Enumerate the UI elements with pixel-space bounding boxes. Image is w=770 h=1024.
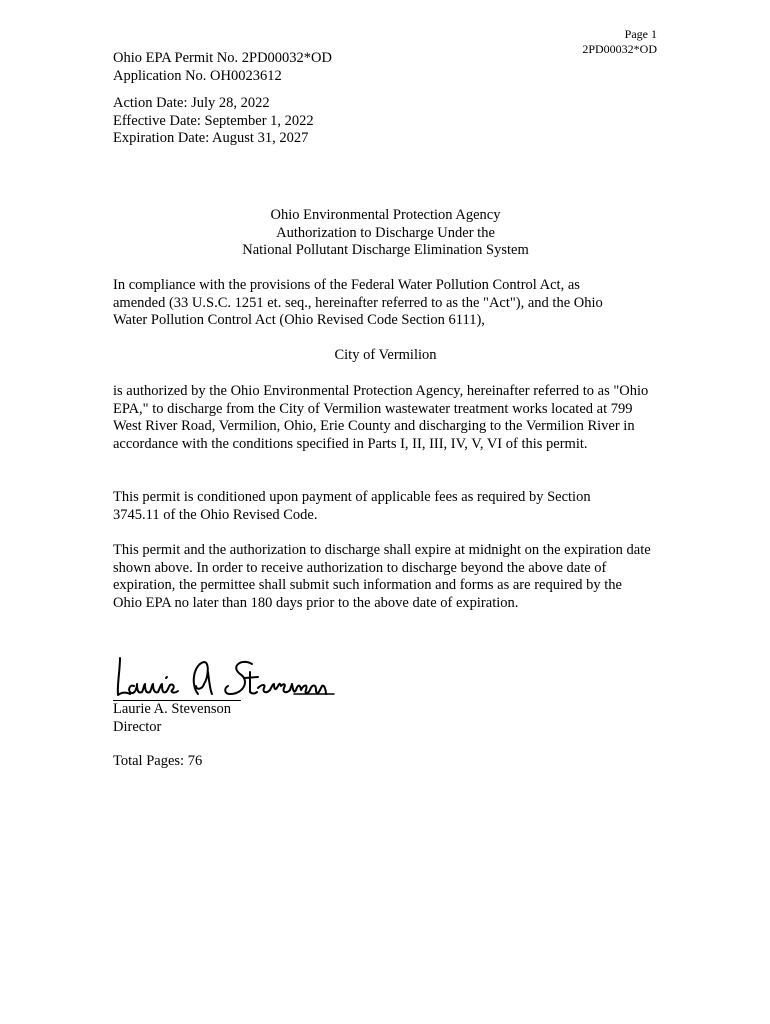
total-pages: Total Pages: 76 bbox=[113, 753, 203, 769]
document-title bbox=[113, 207, 658, 260]
authorization-paragraph bbox=[113, 383, 658, 453]
permit-number: Ohio EPA Permit No. 2PD00032*OD bbox=[113, 50, 333, 66]
permittee-name: City of Vermilion bbox=[334, 347, 437, 363]
expiration-text: This permit and the authorization to discharge shall expire at midnight on the expiration date shown above. In order to receive authorization to discharge beyond the above date of expiration, the permittee shall submit such information and forms as are required by the Ohio EPA no later than 180 days prior to the above date of expiration. bbox=[113, 542, 651, 611]
page-number: Page 1 bbox=[624, 27, 657, 41]
expiration-paragraph bbox=[113, 542, 653, 612]
title-line-1: Ohio Environmental Protection Agency bbox=[270, 207, 501, 223]
compliance-text: In compliance with the provisions of the Federal Water Pollution Control Act, as amended (33 U.S.C. 1251 et. seq., hereinafter referred to as the "Act"), and the Ohio Water Pollution Control Act (Ohio Revised Code Section 6111), bbox=[113, 277, 603, 329]
header-permit-code: 2PD00032*OD bbox=[582, 42, 657, 56]
title-line-2: Authorization to Discharge Under the bbox=[276, 224, 495, 241]
fees-text: This permit is conditioned upon payment of applicable fees as required by Section 3745.11 of the Ohio Revised Code. bbox=[113, 489, 591, 523]
total-pages-block bbox=[113, 753, 658, 771]
expiration-date: Expiration Date: August 31, 2027 bbox=[113, 130, 309, 147]
signatory-block bbox=[113, 701, 658, 736]
fees-paragraph bbox=[113, 489, 623, 524]
action-date: Action Date: July 28, 2022 bbox=[113, 95, 270, 111]
signature-image bbox=[112, 650, 337, 702]
effective-date: Effective Date: September 1, 2022 bbox=[113, 112, 314, 129]
dates-block bbox=[113, 95, 658, 148]
title-line-3: National Pollutant Discharge Elimination System bbox=[242, 242, 529, 259]
compliance-paragraph bbox=[113, 277, 633, 330]
signatory-name: Laurie A. Stevenson bbox=[113, 701, 231, 717]
permit-info bbox=[113, 50, 658, 85]
permittee-block bbox=[113, 347, 658, 365]
application-number: Application No. OH0023612 bbox=[113, 67, 282, 84]
authorization-text: is authorized by the Ohio Environmental Protection Agency, hereinafter referred to as "Ohio EPA," to discharge from the City of Vermilion wastewater treatment works located at 799 West River Road, Vermilion, Ohio, Erie County and discharging to the Vermilion River in accordance with the conditions specified in Parts I, II, III, IV, V, VI of this permit. bbox=[113, 383, 649, 452]
signatory-title: Director bbox=[113, 718, 162, 735]
